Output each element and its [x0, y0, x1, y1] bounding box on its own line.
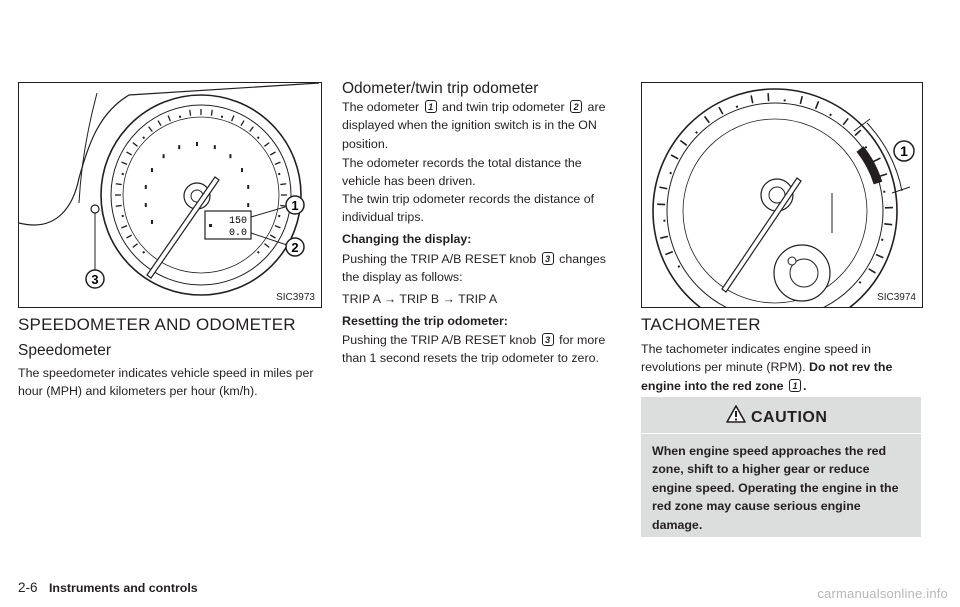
trip-sequence: TRIP A → TRIP B → TRIP A: [342, 292, 498, 306]
warning-icon: [726, 405, 746, 423]
speedometer-paragraph: The speedometer indicates vehicle speed in miles per hour (MPH) and kilometers per hour (km/h).: [18, 366, 314, 399]
odo-readout-top: 150: [228, 216, 247, 227]
callout-3: [86, 270, 104, 288]
speedometer-illustration: [19, 83, 321, 307]
badge-3: 3: [542, 252, 554, 265]
section-title-tachometer: TACHOMETER: [641, 315, 761, 334]
heading-changing-display: Changing the display:: [342, 232, 472, 246]
callout-2: [286, 238, 304, 256]
subsection-speedometer: Speedometer: [18, 342, 112, 359]
page-footer: [18, 580, 198, 595]
resetting-paragraph: Pushing the TRIP A/B RESET knob 3 for more than 1 second resets the trip odometer to zero.: [342, 333, 606, 366]
badge-3b: 3: [542, 333, 554, 346]
tachometer-paragraph: The tachometer indicates engine speed in revolutions per minute (RPM). Do not rev the engine into the red zone 1 .: [641, 342, 893, 393]
watermark: carmanualsonline.info: [817, 586, 948, 601]
svg-text:2: 2: [291, 240, 299, 255]
odometer-paragraph-1: The odometer 1 and twin trip odometer 2 are displayed when the ignition switch is in the ON position.: [342, 100, 606, 151]
svg-text:1: 1: [900, 143, 908, 159]
subsection-odometer: Odometer/twin trip odometer: [342, 80, 539, 97]
badge-red-zone: 1: [789, 379, 801, 392]
odo-readout-bottom: 0.0: [228, 228, 247, 239]
tachometer-figure: [641, 82, 923, 308]
tachometer-illustration: [642, 83, 922, 307]
figure-id: SIC3974: [877, 292, 916, 303]
caution-text: When engine speed approaches the red zone, shift to a higher gear or reduce engine speed. Operating the engine in the red zone may cause serious engine damage.: [652, 444, 899, 532]
badge-1: 1: [425, 100, 437, 113]
odometer-paragraph-2: The odometer records the total distance the vehicle has been driven.: [342, 156, 582, 189]
svg-text:3: 3: [91, 272, 99, 287]
badge-2: 2: [570, 100, 582, 113]
section-title-speedometer: SPEEDOMETER AND ODOMETER: [18, 315, 296, 334]
tach-callout-1: [894, 141, 914, 161]
callout-1: [286, 196, 304, 214]
heading-resetting: Resetting the trip odometer:: [342, 314, 508, 328]
odometer-paragraph-3: The twin trip odometer records the distance of individual trips.: [342, 192, 595, 225]
caution-header: [641, 397, 921, 433]
svg-text:1: 1: [291, 198, 299, 213]
speedometer-figure: [18, 82, 322, 308]
chapter-title: Instruments and controls: [48, 581, 198, 595]
changing-paragraph: Pushing the TRIP A/B RESET knob 3 changes the display as follows:: [342, 252, 606, 285]
page-number: 2-6: [18, 580, 38, 595]
caution-box: [641, 397, 921, 537]
figure-id: SIC3973: [276, 292, 315, 303]
caution-title: CAUTION: [751, 409, 828, 426]
